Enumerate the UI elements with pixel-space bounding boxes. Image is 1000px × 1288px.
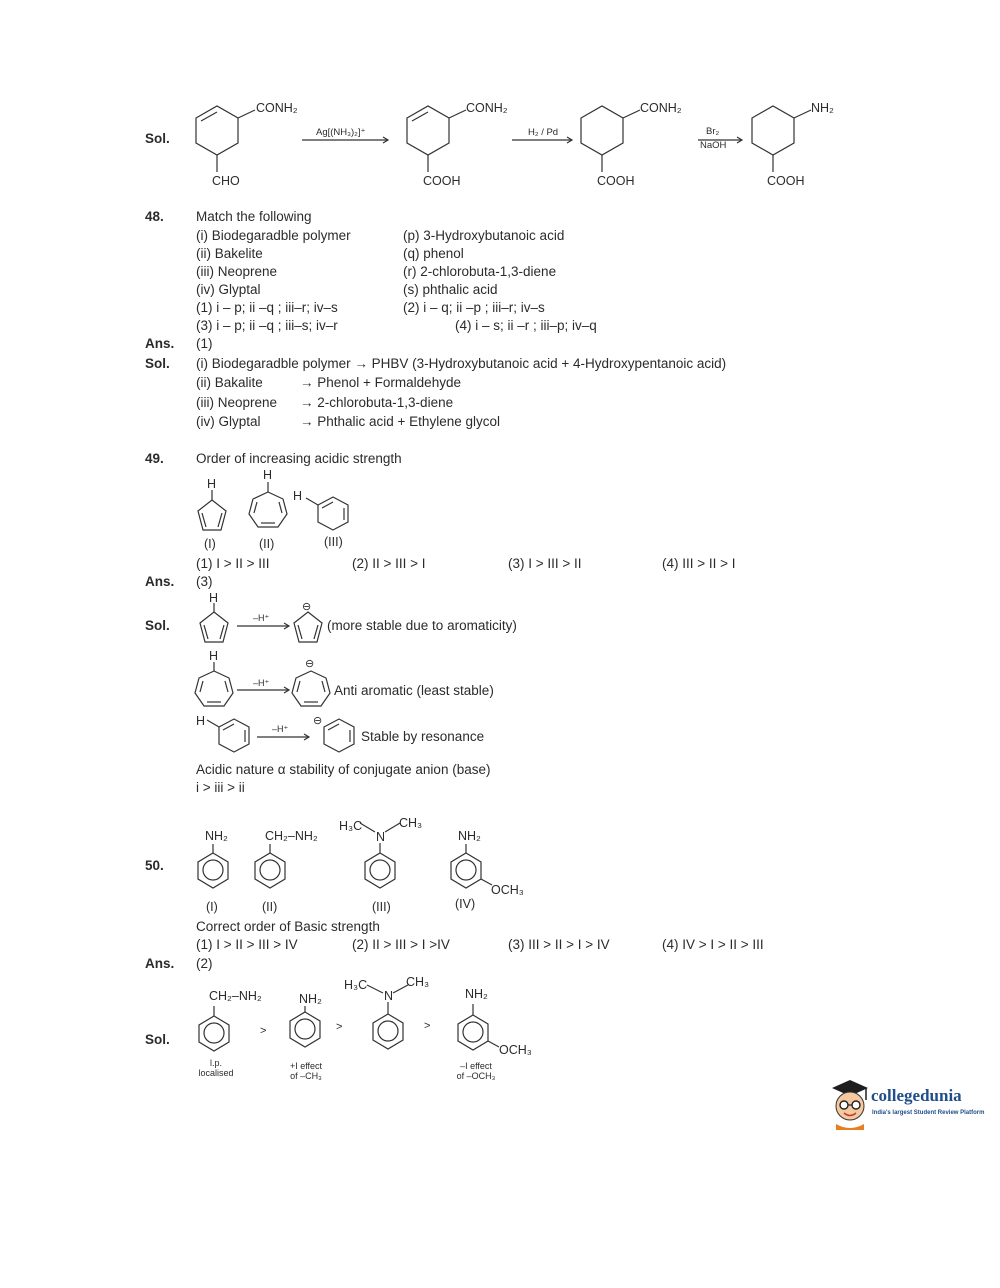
- q50-och3-IV: OCH₃: [491, 883, 524, 897]
- q50-ch3-III: CH₃: [399, 816, 423, 830]
- q49-sol-label: Sol.: [145, 618, 170, 633]
- q50-number: 50.: [145, 858, 164, 873]
- q49-label-III: (III): [324, 535, 343, 549]
- q50-label-III: (III): [372, 900, 391, 914]
- q48-option-2: (2) i – q; ii –p ; iii–r; iv–s: [403, 300, 545, 315]
- q50-sol-nh2-2: NH₂: [465, 987, 488, 1001]
- q48-number: 48.: [145, 209, 164, 224]
- q47-reactant-ring: [196, 106, 255, 172]
- q50-option-3: (3) III > II > I > IV: [508, 937, 610, 952]
- q48-option-1: (1) i – p; ii –q ; iii–r; iv–s: [196, 300, 338, 315]
- q48-ans-label: Ans.: [145, 336, 175, 351]
- q49-sol-minus-h-1: –H⁺: [253, 613, 270, 623]
- q48-sol-line-2: (ii) Bakalite: [196, 375, 263, 390]
- q48-sol-right-3: → 2-chlorobuta-1,3-diene: [300, 395, 454, 410]
- q48-sol-right-4: → Phthalic acid + Ethylene glycol: [300, 414, 500, 429]
- q48-sol-line-4: (iv) Glyptal: [196, 414, 261, 429]
- q47-sol-label: Sol.: [145, 131, 170, 146]
- q50-anisidine-IV: [451, 844, 492, 888]
- q48-option-3: (3) i – p; ii –q ; iii–s; iv–r: [196, 318, 338, 333]
- q50-label-IV: (IV): [455, 897, 476, 911]
- q49-sol-anion-3: ⊖: [313, 715, 323, 727]
- brand-tagline: India's largest Student Review Platform: [872, 1110, 985, 1116]
- student-mascot-icon: [826, 1076, 870, 1130]
- q49-sol-h-2: H: [209, 649, 219, 663]
- q47-intermediate-ring: [407, 106, 466, 172]
- q50-label-II: (II): [262, 900, 278, 914]
- q49-sol-anion-1: ⊖: [302, 601, 312, 613]
- q48-sol-right-2: → Phenol + Formaldehyde: [300, 375, 461, 390]
- q48-left-2: (ii) Bakelite: [196, 246, 263, 261]
- q47-reagent1: Ag[(NH₃)₂]⁺: [316, 127, 366, 138]
- q50-option-4: (4) IV > I > II > III: [662, 937, 764, 952]
- q50-question: Correct order of Basic strength: [196, 919, 380, 934]
- q50-sol-nh2-1: NH₂: [299, 992, 322, 1006]
- q48-sol-label: Sol.: [145, 356, 170, 371]
- q50-sol-gt-3: >: [424, 1020, 431, 1032]
- q50-ch2nh2-II: CH₂–NH₂: [265, 829, 318, 843]
- q50-h3c-III: H₃C: [339, 819, 363, 833]
- q49-option-2: (2) II > III > I: [352, 556, 426, 571]
- q47-reduced-ring: [581, 106, 640, 172]
- q49-h-III: H: [293, 489, 303, 503]
- q50-option-2: (2) II > III > I >IV: [352, 937, 450, 952]
- q50-option-1: (1) I > II > III > IV: [196, 937, 298, 952]
- q50-label-I: (I): [206, 900, 218, 914]
- q49-sol-h-1: H: [209, 591, 219, 605]
- q48-question: Match the following: [196, 209, 312, 224]
- q49-ans-label: Ans.: [145, 574, 175, 589]
- q47-mol4-top: NH₂: [811, 101, 834, 115]
- q49-conclusion-2: i > iii > ii: [196, 780, 245, 795]
- q47-product-ring: [752, 106, 811, 172]
- q50-sol-n: N: [384, 989, 394, 1003]
- q49-h-I: H: [207, 477, 217, 491]
- q50-sol-note-2: +I effect of –CH₃: [289, 1061, 323, 1081]
- q50-nh2-IV: NH₂: [458, 829, 481, 843]
- q48-right-2: (q) phenol: [403, 246, 464, 261]
- q49-number: 49.: [145, 451, 164, 466]
- q49-answer: (3): [196, 574, 213, 589]
- q47-mol1-bottom: CHO: [212, 174, 240, 188]
- q49-sol-minus-h-3: –H⁺: [272, 724, 289, 734]
- q50-ans-label: Ans.: [145, 956, 175, 971]
- q49-label-I: (I): [204, 537, 216, 551]
- q49-sol-note-2: Anti aromatic (least stable): [334, 683, 494, 698]
- q47-reagent3-top: Br₂: [706, 126, 720, 137]
- q50-benzylamine-II: [255, 844, 285, 888]
- q50-n-III: N: [376, 830, 386, 844]
- q49-option-3: (3) I > III > II: [508, 556, 582, 571]
- q48-right-3: (r) 2-chlorobuta-1,3-diene: [403, 264, 557, 279]
- q49-question: Order of increasing acidic strength: [196, 451, 402, 466]
- q49-sol-anion-2: ⊖: [305, 658, 315, 670]
- q50-sol-anisidine: [458, 1004, 499, 1050]
- q49-label-II: (II): [259, 537, 275, 551]
- q47-mol3-bottom: COOH: [597, 174, 635, 188]
- q50-sol-aniline: [290, 1006, 320, 1047]
- q47-mol2-bottom: COOH: [423, 174, 461, 188]
- collegedunia-logo: [826, 1074, 996, 1134]
- q50-answer: (2): [196, 956, 213, 971]
- q48-left-1: (i) Biodegaradble polymer: [196, 228, 351, 243]
- q50-sol-ch2nh2: CH₂–NH₂: [209, 989, 262, 1003]
- q48-right-4: (s) phthalic acid: [403, 282, 498, 297]
- q50-sol-note-3: –I effect of –OCH₃: [456, 1061, 496, 1081]
- q49-option-4: (4) III > II > I: [662, 556, 736, 571]
- brand-name: collegedunia: [871, 1086, 962, 1105]
- q49-option-1: (1) I > II > III: [196, 556, 270, 571]
- q49-conclusion-1: Acidic nature α stability of conjugate anion (base): [196, 762, 491, 777]
- q48-left-3: (iii) Neoprene: [196, 264, 278, 279]
- q48-right-1: (p) 3-Hydroxybutanoic acid: [403, 228, 565, 243]
- q49-cyclohexadiene-III: [306, 497, 348, 530]
- q50-aniline-I: [198, 844, 228, 888]
- q47-mol4-bottom: COOH: [767, 174, 805, 188]
- q49-cyclopentadiene-I: [198, 490, 226, 530]
- q50-sol-label: Sol.: [145, 1032, 170, 1047]
- q50-sol-gt-2: >: [336, 1021, 343, 1033]
- q49-cycloheptatriene-II: [249, 482, 287, 527]
- q48-sol-line-3: (iii) Neoprene: [196, 395, 278, 410]
- q50-nh2-I: NH₂: [205, 829, 228, 843]
- q48-left-4: (iv) Glyptal: [196, 282, 261, 297]
- q50-sol-note-1: l.p. localised: [198, 1058, 234, 1078]
- q47-reagent3-bottom: NaOH: [700, 140, 727, 151]
- q50-sol-gt-1: >: [260, 1025, 267, 1037]
- q48-answer: (1): [196, 336, 213, 351]
- q50-sol-benzylamine: [199, 1006, 229, 1051]
- q49-sol-note-1: (more stable due to aromaticity): [327, 618, 517, 633]
- q50-sol-h3c: H₃C: [344, 978, 368, 992]
- q47-mol2-top: CONH₂: [466, 101, 508, 115]
- q49-sol-h-3: H: [196, 714, 206, 728]
- q49-sol-note-3: Stable by resonance: [361, 729, 485, 744]
- q48-sol-line-1: (i) Biodegaradble polymer → PHBV (3-Hydroxybutanoic acid + 4-Hydroxypentanoic acid): [196, 356, 727, 371]
- q47-mol1-top: CONH₂: [256, 101, 298, 115]
- q49-h-II: H: [263, 468, 273, 482]
- q50-sol-ch3: CH₃: [406, 975, 430, 989]
- q47-mol3-top: CONH₂: [640, 101, 682, 115]
- q50-sol-och3: OCH₃: [499, 1043, 532, 1057]
- q48-option-4: (4) i – s; ii –r ; iii–p; iv–q: [455, 318, 597, 333]
- q47-reagent2: H₂ / Pd: [528, 127, 559, 138]
- q49-sol-minus-h-2: –H⁺: [253, 678, 270, 688]
